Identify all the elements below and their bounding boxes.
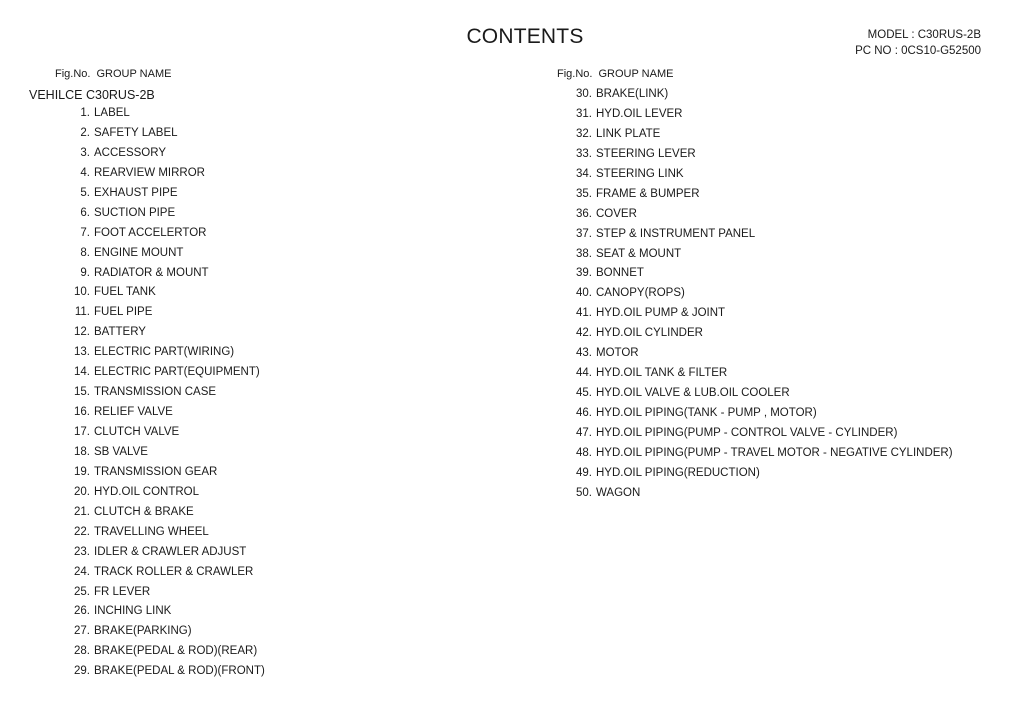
contents-entry[interactable] [55, 343, 265, 363]
fig-number: 50. [576, 486, 592, 499]
contents-entry[interactable] [557, 264, 953, 284]
fig-number: 43. [576, 347, 592, 360]
group-name: STEERING LEVER [596, 147, 696, 160]
group-name: HYD.OIL PIPING(REDUCTION) [596, 466, 760, 479]
contents-list-left [55, 104, 265, 682]
fig-number: 21. [74, 505, 90, 518]
group-name: EXHAUST PIPE [94, 186, 178, 199]
contents-entry[interactable] [55, 403, 265, 423]
contents-entry[interactable] [557, 165, 953, 185]
contents-entry[interactable] [55, 383, 265, 403]
contents-entry[interactable] [557, 105, 953, 125]
group-name: HYD.OIL TANK & FILTER [596, 367, 728, 380]
group-name: ACCESSORY [94, 146, 167, 159]
fig-number: 46. [576, 407, 592, 419]
fig-number: 47. [576, 426, 592, 439]
fig-number: 44. [576, 367, 592, 380]
fig-number: 48. [576, 446, 592, 459]
contents-entry[interactable] [557, 444, 953, 464]
contents-entry[interactable] [557, 424, 953, 444]
contents-entry[interactable] [55, 662, 265, 682]
fig-number: 19. [74, 465, 90, 478]
fig-number: 36. [576, 207, 592, 220]
contents-entry[interactable] [557, 404, 953, 424]
group-name: FUEL TANK [94, 286, 156, 299]
fig-number: 45. [576, 387, 592, 400]
vehicle-group-title: VEHILCE C30RUS-2B [29, 88, 155, 102]
group-name: HYD.OIL CONTROL [94, 485, 200, 498]
fig-number: 10. [74, 286, 90, 299]
fig-number: 35. [576, 187, 592, 200]
fig-number: 17. [74, 426, 90, 438]
group-name: HYD.OIL PIPING(PUMP - TRAVEL MOTOR - NEGATIVE CYLINDER) [596, 446, 953, 459]
contents-entry[interactable] [557, 464, 953, 484]
contents-entry[interactable] [55, 443, 265, 463]
contents-entry[interactable] [55, 283, 265, 303]
fig-number: 22. [74, 525, 90, 538]
contents-entry[interactable] [55, 184, 265, 204]
contents-entry[interactable] [55, 244, 265, 264]
contents-entry[interactable] [55, 523, 265, 543]
fig-number: 9. [80, 266, 90, 279]
fig-number: 7. [80, 226, 90, 239]
fig-number: 28. [74, 645, 90, 658]
group-name: SUCTION PIPE [94, 206, 176, 219]
group-name: HYD.OIL CYLINDER [596, 327, 703, 340]
fig-number: 26. [74, 605, 90, 618]
group-name: BONNET [596, 267, 644, 280]
group-name: HYD.OIL PIPING(TANK - PUMP , MOTOR) [596, 407, 817, 419]
group-name: RADIATOR & MOUNT [94, 266, 209, 279]
group-name: FRAME & BUMPER [596, 187, 700, 200]
contents-entry[interactable] [557, 245, 953, 265]
fig-number: 3. [80, 146, 90, 159]
contents-entry[interactable] [557, 284, 953, 304]
group-name: BRAKE(PEDAL & ROD)(FRONT) [94, 665, 265, 678]
fig-number: 18. [74, 445, 90, 458]
group-name: REARVIEW MIRROR [94, 166, 205, 179]
group-name: HYD.OIL PUMP & JOINT [596, 307, 726, 320]
fig-number: 37. [576, 227, 592, 240]
fig-number: 16. [74, 406, 90, 419]
fig-number: 33. [576, 147, 592, 160]
fig-number: 34. [576, 167, 592, 180]
contents-entry[interactable] [55, 164, 265, 184]
group-name: TRAVELLING WHEEL [94, 525, 209, 538]
fig-number: 31. [576, 107, 592, 120]
group-name: SEAT & MOUNT [596, 247, 682, 260]
left-column-header [55, 66, 171, 82]
page-title: CONTENTS [466, 25, 584, 48]
group-name: FOOT ACCELERTOR [94, 226, 207, 239]
group-name: COVER [596, 207, 637, 220]
contents-entry[interactable] [55, 503, 265, 523]
group-name: ENGINE MOUNT [94, 246, 184, 259]
fig-number: 23. [74, 545, 90, 558]
fig-number: 11. [74, 306, 90, 319]
contents-entry[interactable] [557, 225, 953, 245]
group-name: CANOPY(ROPS) [596, 287, 685, 300]
contents-entry[interactable] [557, 85, 953, 105]
fig-number: 20. [74, 485, 90, 498]
group-name: LINK PLATE [596, 127, 661, 140]
pc-number-label: PC NO : 0CS10-G52500 [855, 45, 981, 57]
group-name: BRAKE(PEDAL & ROD)(REAR) [94, 645, 258, 658]
group-name: MOTOR [596, 347, 639, 360]
fig-number: 27. [74, 625, 90, 638]
contents-entry[interactable] [55, 104, 265, 124]
contents-entry[interactable] [55, 602, 265, 622]
contents-entry[interactable] [557, 364, 953, 384]
fig-number: 1. [80, 107, 90, 119]
contents-entry[interactable] [557, 205, 953, 225]
fig-number: 30. [576, 88, 592, 100]
fig-number: 32. [576, 127, 592, 140]
group-name: HYD.OIL PIPING(PUMP - CONTROL VALVE - CYLINDER) [596, 426, 898, 439]
contents-entry[interactable] [557, 185, 953, 205]
fig-number: 13. [74, 346, 90, 359]
contents-entry[interactable] [55, 583, 265, 603]
contents-entry[interactable] [55, 144, 265, 164]
group-name: TRACK ROLLER & CRAWLER [94, 565, 254, 578]
contents-entry[interactable] [557, 484, 953, 504]
fig-number: 49. [576, 466, 592, 479]
group-name: CLUTCH & BRAKE [94, 505, 194, 518]
fig-number: 24. [74, 565, 90, 578]
fig-number: 39. [576, 267, 592, 280]
contents-entry[interactable] [557, 384, 953, 404]
fig-number: 15. [74, 386, 90, 399]
contents-entry[interactable] [55, 204, 265, 224]
contents-entry[interactable] [55, 563, 265, 583]
group-name: CLUTCH VALVE [94, 426, 180, 438]
group-name: BRAKE(LINK) [596, 88, 669, 100]
contents-entry[interactable] [55, 622, 265, 642]
contents-entry[interactable] [557, 344, 953, 364]
group-name: ELECTRIC PART(EQUIPMENT) [94, 366, 260, 379]
fig-number: 2. [80, 126, 90, 139]
fig-number: 5. [80, 186, 90, 199]
group-name: TRANSMISSION CASE [94, 386, 217, 399]
group-name: HYD.OIL VALVE & LUB.OIL COOLER [596, 387, 790, 400]
contents-list-right [557, 85, 953, 504]
group-name: LABEL [94, 107, 130, 119]
group-name-header: GROUP NAME [96, 68, 172, 80]
contents-entry[interactable] [55, 303, 265, 323]
contents-entry[interactable] [55, 124, 265, 144]
group-name: IDLER & CRAWLER ADJUST [94, 545, 247, 558]
fig-no-header: Fig.No. [557, 68, 593, 80]
group-name: FR LEVER [94, 585, 151, 598]
group-name: HYD.OIL LEVER [596, 107, 683, 120]
fig-number: 14. [74, 366, 90, 379]
group-name: ELECTRIC PART(WIRING) [94, 346, 235, 359]
fig-number: 12. [74, 326, 90, 339]
fig-no-header: Fig.No. [55, 68, 91, 80]
contents-entry[interactable] [55, 363, 265, 383]
contents-entry[interactable] [55, 463, 265, 483]
group-name: INCHING LINK [94, 605, 172, 618]
group-name: WAGON [596, 486, 641, 499]
contents-entry[interactable] [55, 323, 265, 343]
fig-number: 41. [576, 307, 592, 320]
contents-entry[interactable] [55, 264, 265, 284]
contents-entry[interactable] [557, 324, 953, 344]
group-name: STEERING LINK [596, 167, 684, 180]
group-name: SB VALVE [94, 445, 148, 458]
group-name: BRAKE(PARKING) [94, 625, 192, 638]
contents-entry[interactable] [557, 304, 953, 324]
group-name: STEP & INSTRUMENT PANEL [596, 227, 756, 240]
group-name: TRANSMISSION GEAR [94, 465, 218, 478]
model-label: MODEL : C30RUS-2B [867, 29, 981, 41]
contents-entry[interactable] [55, 224, 265, 244]
right-column-header [557, 66, 673, 82]
fig-number: 29. [74, 665, 90, 678]
fig-number: 6. [80, 206, 90, 219]
group-name: SAFETY LABEL [94, 126, 178, 139]
contents-entry[interactable] [55, 642, 265, 662]
document-meta [855, 27, 981, 59]
contents-entry[interactable] [557, 145, 953, 165]
fig-number: 4. [80, 166, 90, 179]
group-name: FUEL PIPE [94, 306, 153, 319]
contents-entry[interactable] [557, 125, 953, 145]
fig-number: 40. [576, 287, 592, 300]
contents-entry[interactable] [55, 543, 265, 563]
contents-entry[interactable] [55, 423, 265, 443]
fig-number: 25. [74, 585, 90, 598]
group-name: BATTERY [94, 326, 146, 339]
fig-number: 38. [576, 247, 592, 260]
group-name: RELIEF VALVE [94, 406, 173, 419]
group-name-header: GROUP NAME [598, 68, 674, 80]
fig-number: 8. [80, 246, 90, 259]
fig-number: 42. [576, 327, 592, 340]
contents-entry[interactable] [55, 483, 265, 503]
